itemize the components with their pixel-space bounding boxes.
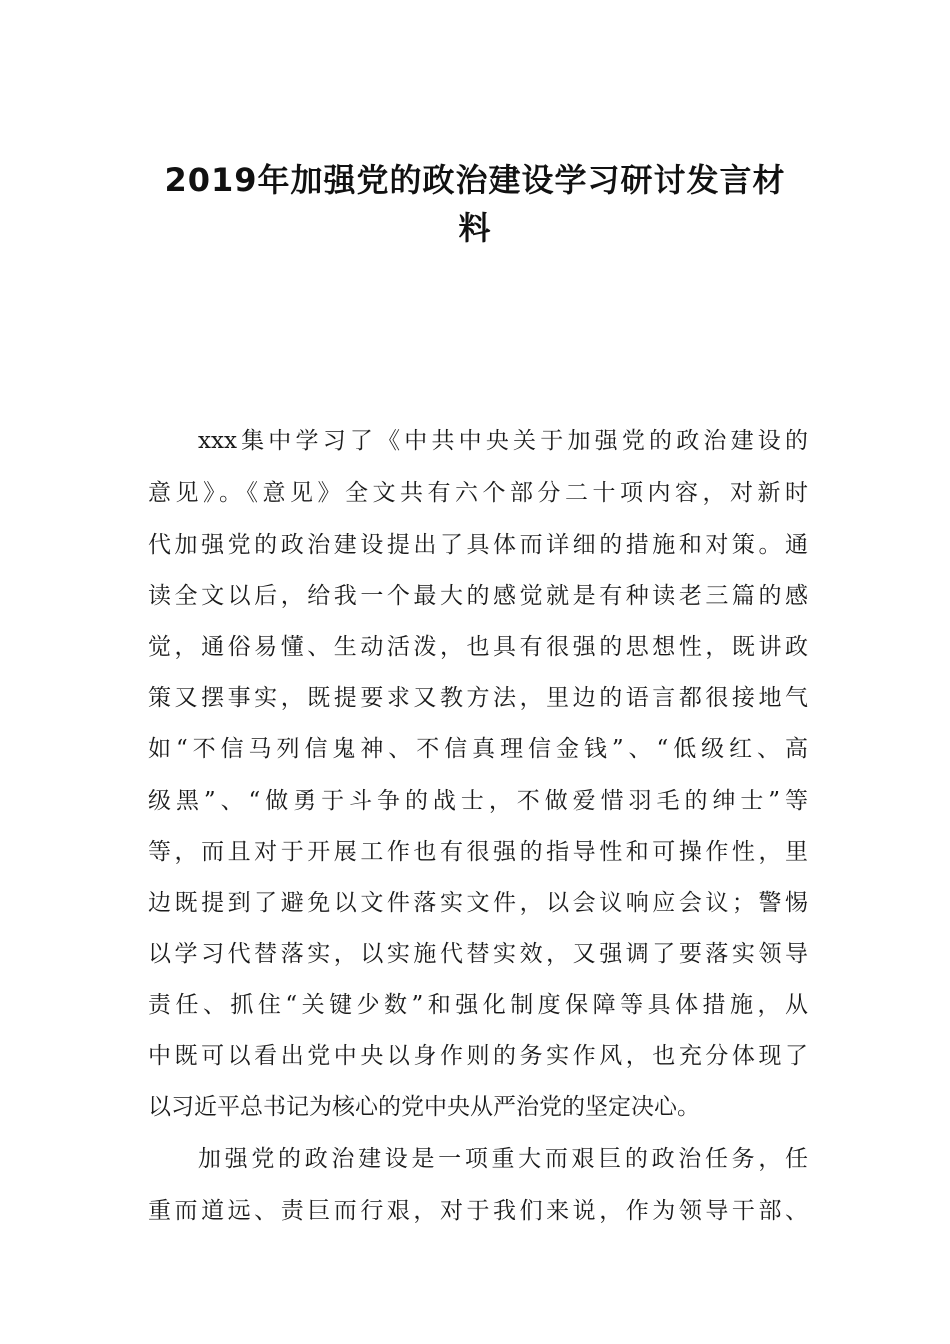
paragraph-line: 级黑”、“做勇于斗争的战士，不做爱惜羽毛的绅士”等 [148, 788, 808, 814]
paragraph-line: 边既提到了避免以文件落实文件，以会议响应会议；警惕 [148, 890, 808, 916]
paragraph-line: xxx集中学习了《中共中央关于加强党的政治建设的 [198, 428, 808, 454]
paragraph-line: 觉，通俗易懂、生动活泼，也具有很强的思想性，既讲政 [148, 634, 808, 660]
paragraph-line: 策又摆事实，既提要求又教方法，里边的语言都很接地气 [148, 685, 808, 711]
paragraph-line: 重而道远、责巨而行艰，对于我们来说，作为领导干部、 [148, 1198, 808, 1224]
paragraph-line: 中既可以看出党中央以身作则的务实作风，也充分体现了 [148, 1043, 808, 1069]
paragraph-line: 等，而且对于开展工作也有很强的指导性和可操作性，里 [148, 839, 808, 865]
paragraph-line: 如“不信马列信鬼神、不信真理信金钱”、“低级红、高 [148, 736, 808, 762]
paragraph-line: 加强党的政治建设是一项重大而艰巨的政治任务，任 [198, 1146, 808, 1172]
paragraph-line: 责任、抓住“关键少数”和强化制度保障等具体措施，从 [148, 992, 808, 1018]
paragraph-line: 以学习代替落实，以实施代替实效，又强调了要落实领导 [148, 941, 808, 967]
document-title-line1: 2019年加强党的政治建设学习研讨发言材 [164, 161, 786, 199]
document-title-line2: 料 [458, 209, 492, 247]
paragraph-line: 意见》。《意见》全文共有六个部分二十项内容，对新时 [148, 480, 808, 506]
paragraph-line: 以习近平总书记为核心的党中央从严治党的坚定决心。 [148, 1094, 700, 1120]
paragraph-line: 代加强党的政治建设提出了具体而详细的措施和对策。通 [148, 532, 808, 558]
paragraph-line: 读全文以后，给我一个最大的感觉就是有种读老三篇的感 [148, 583, 808, 609]
